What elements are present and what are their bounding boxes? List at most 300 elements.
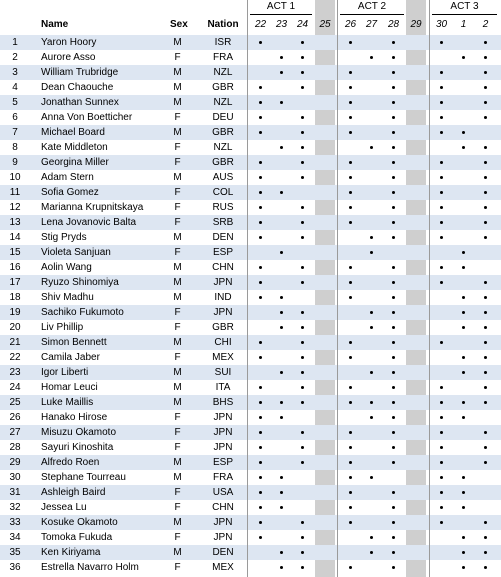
athlete-nation: MEX — [212, 352, 234, 363]
attendance-dot — [392, 401, 395, 404]
act-divider — [337, 0, 338, 577]
attendance-dot — [484, 41, 487, 44]
athlete-sex: M — [173, 292, 182, 303]
attendance-dot — [301, 326, 304, 329]
attendance-dot — [349, 71, 352, 74]
attendance-dot — [259, 446, 262, 449]
athlete-nation: SRB — [212, 217, 234, 228]
attendance-dot — [462, 416, 465, 419]
athlete-name: Kate Middleton — [41, 142, 108, 153]
row-number: 8 — [12, 142, 18, 153]
row-number: 13 — [9, 217, 21, 228]
athlete-nation: CHI — [214, 337, 232, 348]
row-number: 30 — [9, 472, 21, 483]
athlete-nation: JPN — [213, 307, 233, 318]
athlete-name: Alfredo Roen — [41, 457, 100, 468]
table-row — [0, 335, 501, 350]
nation-column-header: Nation — [207, 19, 239, 30]
attendance-dot — [349, 401, 352, 404]
attendance-dot — [440, 86, 443, 89]
row-number: 31 — [9, 487, 21, 498]
athlete-name: Camila Jaber — [41, 352, 100, 363]
athlete-nation: GBR — [212, 82, 234, 93]
athlete-name: Adam Stern — [41, 172, 94, 183]
athlete-nation: JPN — [213, 412, 233, 423]
row-number: 16 — [9, 262, 21, 273]
attendance-dot — [370, 56, 373, 59]
attendance-dot — [392, 206, 395, 209]
attendance-dot — [392, 491, 395, 494]
attendance-dot — [301, 236, 304, 239]
attendance-dot — [370, 416, 373, 419]
attendance-dot — [440, 236, 443, 239]
attendance-dot — [462, 476, 465, 479]
athlete-sex: F — [174, 442, 181, 453]
attendance-dot — [301, 536, 304, 539]
athlete-nation: MEX — [212, 562, 234, 573]
athlete-nation: SUI — [214, 367, 232, 378]
athlete-sex: F — [174, 217, 181, 228]
row-number: 24 — [9, 382, 21, 393]
athlete-nation: AUS — [212, 172, 234, 183]
attendance-dot — [259, 86, 262, 89]
attendance-dot — [370, 146, 373, 149]
table-row — [0, 365, 501, 380]
athlete-name: Georgina Miller — [41, 157, 109, 168]
table-row — [0, 380, 501, 395]
athlete-sex: F — [174, 187, 181, 198]
athlete-name: Homar Leuci — [41, 382, 98, 393]
table-row — [0, 530, 501, 545]
attendance-dot — [280, 101, 283, 104]
athlete-name: Kosuke Okamoto — [41, 517, 118, 528]
athlete-name: Tomoka Fukuda — [41, 532, 113, 543]
attendance-dot — [462, 356, 465, 359]
attendance-dot — [301, 311, 304, 314]
attendance-dot — [370, 401, 373, 404]
attendance-dot — [440, 221, 443, 224]
day-header: 26 — [344, 19, 357, 30]
attendance-dot — [349, 446, 352, 449]
athlete-sex: M — [173, 517, 182, 528]
table-row — [0, 455, 501, 470]
attendance-dot — [484, 446, 487, 449]
attendance-dot — [349, 86, 352, 89]
athlete-sex: M — [173, 127, 182, 138]
attendance-dot — [484, 386, 487, 389]
attendance-dot — [280, 56, 283, 59]
attendance-dot — [484, 536, 487, 539]
attendance-dot — [349, 356, 352, 359]
athlete-name: Anna Von Boetticher — [41, 112, 133, 123]
athlete-sex: F — [174, 427, 181, 438]
athlete-nation: USA — [212, 487, 234, 498]
row-number: 27 — [9, 427, 21, 438]
act-divider — [429, 0, 430, 577]
row-number: 17 — [9, 277, 21, 288]
attendance-dot — [440, 266, 443, 269]
attendance-dot — [392, 311, 395, 314]
athlete-sex: M — [173, 172, 182, 183]
athlete-nation: ISR — [214, 37, 232, 48]
attendance-dot — [484, 221, 487, 224]
attendance-dot — [280, 416, 283, 419]
attendance-dot — [280, 401, 283, 404]
athlete-sex: M — [173, 367, 182, 378]
row-number: 12 — [9, 202, 21, 213]
attendance-dot — [392, 176, 395, 179]
table-row — [0, 275, 501, 290]
act-1-underline — [250, 14, 312, 15]
row-number: 28 — [9, 442, 21, 453]
attendance-dot — [280, 476, 283, 479]
row-number: 15 — [9, 247, 21, 258]
act-3-header: ACT 3 — [450, 1, 479, 12]
attendance-dot — [301, 86, 304, 89]
athlete-sex: M — [173, 67, 182, 78]
row-number: 4 — [12, 82, 18, 93]
attendance-dot — [349, 131, 352, 134]
attendance-dot — [484, 296, 487, 299]
attendance-dot — [392, 506, 395, 509]
attendance-dot — [259, 461, 262, 464]
attendance-dot — [484, 566, 487, 569]
attendance-dot — [462, 326, 465, 329]
attendance-dot — [484, 371, 487, 374]
attendance-dot — [392, 86, 395, 89]
attendance-dot — [440, 431, 443, 434]
athlete-nation: DEU — [212, 112, 234, 123]
attendance-dot — [440, 206, 443, 209]
attendance-dot — [484, 146, 487, 149]
attendance-dot — [484, 161, 487, 164]
attendance-dot — [301, 521, 304, 524]
athlete-sex: F — [174, 157, 181, 168]
attendance-dot — [280, 146, 283, 149]
attendance-dot — [370, 236, 373, 239]
attendance-dot — [484, 56, 487, 59]
attendance-dot — [440, 476, 443, 479]
attendance-dot — [259, 356, 262, 359]
attendance-dot — [484, 191, 487, 194]
attendance-dot — [392, 551, 395, 554]
attendance-dot — [301, 146, 304, 149]
athlete-name: Violeta Sanjuan — [41, 247, 111, 258]
attendance-dot — [349, 116, 352, 119]
table-row — [0, 485, 501, 500]
athlete-sex: F — [174, 562, 181, 573]
attendance-dot — [280, 506, 283, 509]
athlete-name: Hanako Hirose — [41, 412, 108, 423]
table-row — [0, 110, 501, 125]
attendance-dot — [370, 476, 373, 479]
attendance-dot — [392, 236, 395, 239]
attendance-dot — [301, 116, 304, 119]
attendance-dot — [301, 281, 304, 284]
athlete-sex: F — [174, 52, 181, 63]
athlete-sex: M — [173, 397, 182, 408]
row-number: 19 — [9, 307, 21, 318]
athlete-sex: F — [174, 487, 181, 498]
row-number: 26 — [9, 412, 21, 423]
athlete-sex: F — [174, 352, 181, 363]
athlete-name: Igor Liberti — [41, 367, 89, 378]
table-row — [0, 470, 501, 485]
athlete-name: Jonathan Sunnex — [41, 97, 119, 108]
attendance-dot — [462, 491, 465, 494]
attendance-dot — [259, 386, 262, 389]
act-header-row — [0, 0, 501, 15]
athlete-sex: M — [173, 337, 182, 348]
attendance-dot — [440, 386, 443, 389]
athlete-name: Ashleigh Baird — [41, 487, 106, 498]
athlete-name: Michael Board — [41, 127, 105, 138]
table-row — [0, 140, 501, 155]
attendance-dot — [462, 251, 465, 254]
attendance-dot — [280, 491, 283, 494]
row-number: 23 — [9, 367, 21, 378]
row-number: 11 — [9, 187, 21, 198]
attendance-dot — [259, 221, 262, 224]
attendance-dot — [392, 116, 395, 119]
row-number: 34 — [9, 532, 21, 543]
attendance-dot — [301, 401, 304, 404]
table-row — [0, 320, 501, 335]
attendance-dot — [484, 311, 487, 314]
attendance-dot — [301, 161, 304, 164]
athlete-nation: CHN — [212, 262, 234, 273]
day-header: 25 — [319, 19, 331, 30]
attendance-dot — [301, 71, 304, 74]
attendance-dot — [301, 176, 304, 179]
attendance-dot — [301, 41, 304, 44]
row-number: 20 — [9, 322, 21, 333]
attendance-dot — [301, 566, 304, 569]
athlete-name: Stephane Tourreau — [41, 472, 126, 483]
attendance-dot — [392, 281, 395, 284]
athlete-name: Luke Maillis — [41, 397, 94, 408]
athlete-sex: F — [174, 112, 181, 123]
attendance-dot — [440, 521, 443, 524]
athlete-nation: NZL — [213, 142, 233, 153]
attendance-dot — [392, 341, 395, 344]
athlete-sex: M — [173, 277, 182, 288]
athlete-sex: F — [174, 247, 181, 258]
day-header: 2 — [482, 19, 489, 30]
table-row — [0, 155, 501, 170]
attendance-dot — [301, 461, 304, 464]
table-row — [0, 35, 501, 50]
act-2-underline — [340, 14, 404, 15]
attendance-dot — [349, 281, 352, 284]
attendance-dot — [484, 356, 487, 359]
attendance-dot — [440, 161, 443, 164]
attendance-dot — [462, 56, 465, 59]
table-row — [0, 215, 501, 230]
attendance-dot — [462, 566, 465, 569]
athlete-nation: ESP — [212, 457, 233, 468]
attendance-dot — [301, 221, 304, 224]
attendance-dot — [462, 506, 465, 509]
attendance-dot — [392, 446, 395, 449]
attendance-dot — [349, 506, 352, 509]
attendance-dot — [484, 401, 487, 404]
athlete-nation: IND — [214, 292, 232, 303]
day-header: 1 — [460, 19, 467, 30]
attendance-dot — [349, 431, 352, 434]
attendance-dot — [462, 131, 465, 134]
attendance-dot — [349, 461, 352, 464]
name-column-header: Name — [41, 19, 69, 30]
act-3-underline — [432, 14, 497, 15]
attendance-dot — [392, 536, 395, 539]
attendance-dot — [392, 56, 395, 59]
athlete-sex: M — [173, 547, 182, 558]
day-header: 28 — [387, 19, 400, 30]
attendance-dot — [484, 461, 487, 464]
attendance-dot — [370, 371, 373, 374]
attendance-dot — [440, 461, 443, 464]
attendance-dot — [259, 536, 262, 539]
athlete-name: Stig Pryds — [41, 232, 87, 243]
attendance-dot — [392, 146, 395, 149]
attendance-dot — [349, 296, 352, 299]
attendance-dot — [349, 521, 352, 524]
athlete-nation: NZL — [213, 67, 233, 78]
attendance-dot — [462, 311, 465, 314]
attendance-dot — [259, 101, 262, 104]
attendance-dot — [440, 71, 443, 74]
attendance-dot — [392, 461, 395, 464]
attendance-dot — [259, 476, 262, 479]
athlete-sex: M — [173, 82, 182, 93]
table-row — [0, 230, 501, 245]
athlete-name: Yaron Hoory — [41, 37, 97, 48]
table-row — [0, 290, 501, 305]
athlete-name: Dean Chaouche — [41, 82, 114, 93]
athlete-sex: M — [173, 97, 182, 108]
attendance-dot — [484, 281, 487, 284]
attendance-dot — [280, 311, 283, 314]
attendance-dot — [440, 176, 443, 179]
row-number: 7 — [12, 127, 18, 138]
attendance-dot — [349, 176, 352, 179]
athlete-nation: GBR — [212, 322, 234, 333]
attendance-dot — [349, 161, 352, 164]
attendance-dot — [301, 446, 304, 449]
athlete-name: Sayuri Kinoshita — [41, 442, 114, 453]
attendance-dot — [301, 266, 304, 269]
attendance-dot — [259, 161, 262, 164]
athlete-name: Simon Bennett — [41, 337, 107, 348]
attendance-dot — [440, 446, 443, 449]
attendance-dot — [370, 251, 373, 254]
attendance-dot — [484, 551, 487, 554]
attendance-dot — [349, 566, 352, 569]
athlete-name: Shiv Madhu — [41, 292, 94, 303]
act-2-header: ACT 2 — [357, 1, 387, 12]
athlete-nation: GBR — [212, 127, 234, 138]
act-1-header: ACT 1 — [266, 1, 296, 12]
attendance-dot — [440, 191, 443, 194]
row-number: 21 — [9, 337, 21, 348]
attendance-dot — [392, 161, 395, 164]
row-number: 18 — [9, 292, 21, 303]
day-header: 24 — [296, 19, 309, 30]
attendance-dot — [259, 41, 262, 44]
table-row — [0, 65, 501, 80]
attendance-dot — [259, 236, 262, 239]
athlete-name: Misuzu Okamoto — [41, 427, 117, 438]
attendance-dot — [370, 551, 373, 554]
attendance-dot — [370, 311, 373, 314]
attendance-dot — [440, 101, 443, 104]
attendance-dot — [392, 296, 395, 299]
table-row — [0, 80, 501, 95]
athlete-name: Aurore Asso — [41, 52, 96, 63]
attendance-dot — [301, 551, 304, 554]
athlete-nation: DEN — [212, 547, 234, 558]
attendance-dot — [462, 146, 465, 149]
attendance-dot — [462, 266, 465, 269]
athlete-sex: M — [173, 37, 182, 48]
attendance-dot — [370, 536, 373, 539]
row-number: 2 — [12, 52, 18, 63]
attendance-dot — [259, 116, 262, 119]
attendance-dot — [259, 296, 262, 299]
table-row — [0, 200, 501, 215]
attendance-dot — [280, 191, 283, 194]
attendance-dot — [462, 401, 465, 404]
athlete-name: Sachiko Fukumoto — [41, 307, 124, 318]
attendance-dot — [484, 116, 487, 119]
attendance-dot — [392, 326, 395, 329]
athlete-name: Liv Phillip — [41, 322, 84, 333]
athlete-nation: JPN — [213, 277, 233, 288]
attendance-dot — [349, 266, 352, 269]
attendance-dot — [301, 371, 304, 374]
attendance-dot — [280, 326, 283, 329]
row-number: 6 — [12, 112, 18, 123]
athlete-nation: DEN — [212, 232, 234, 243]
attendance-dot — [301, 131, 304, 134]
athlete-nation: JPN — [213, 532, 233, 543]
attendance-dot — [392, 371, 395, 374]
attendance-dot — [259, 266, 262, 269]
row-number: 22 — [9, 352, 21, 363]
athlete-nation: JPN — [213, 517, 233, 528]
attendance-dot — [301, 56, 304, 59]
row-number: 35 — [9, 547, 21, 558]
attendance-dot — [349, 191, 352, 194]
attendance-dot — [484, 206, 487, 209]
table-row — [0, 305, 501, 320]
attendance-dot — [392, 221, 395, 224]
row-number: 1 — [12, 37, 18, 48]
attendance-dot — [259, 416, 262, 419]
attendance-dot — [349, 206, 352, 209]
athlete-sex: F — [174, 502, 181, 513]
attendance-dot — [259, 131, 262, 134]
attendance-dot — [440, 491, 443, 494]
attendance-dot — [349, 491, 352, 494]
attendance-dot — [349, 41, 352, 44]
row-number: 29 — [9, 457, 21, 468]
athlete-sex: F — [174, 202, 181, 213]
attendance-dot — [280, 566, 283, 569]
attendance-dot — [440, 281, 443, 284]
attendance-dot — [484, 431, 487, 434]
